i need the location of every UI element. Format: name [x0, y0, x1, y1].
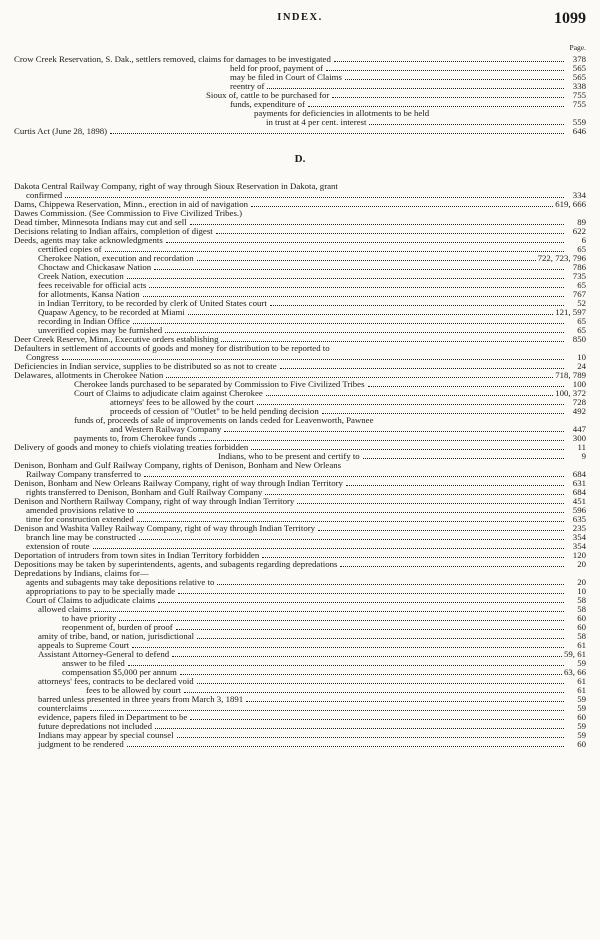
entry-text: Defaulters in settlement of accounts of goods and money for distribution to be reported to [14, 343, 330, 353]
page-reference: 65 [577, 325, 586, 335]
leader-dots [246, 701, 564, 702]
leader-dots [184, 692, 564, 693]
leader-dots [110, 133, 564, 134]
leader-dots [128, 665, 564, 666]
leader-dots [90, 710, 564, 711]
leader-dots [93, 548, 564, 549]
page-reference: 684 [572, 469, 586, 479]
entry-text: Depredations by Indians, claims for— [14, 568, 149, 578]
leader-dots [251, 206, 553, 207]
entry-text: Cherokee Nation, execution and recordation [38, 253, 194, 263]
page-reference: 786 [572, 262, 586, 272]
page-reference: 684 [572, 487, 586, 497]
page-reference: 60 [577, 622, 586, 632]
page-reference: 58 [577, 604, 586, 614]
entry-text: judgment to be rendered [38, 739, 124, 749]
section-heading: D. [294, 153, 306, 165]
page-reference: 559 [572, 117, 586, 127]
leader-dots [334, 61, 564, 62]
page-reference: 59 [577, 694, 586, 704]
leader-dots [326, 70, 564, 71]
page-reference: 11 [577, 442, 586, 452]
page-reference: 451 [572, 496, 586, 506]
entry-text: appropriations to pay to be specially made [26, 586, 176, 596]
entry-text: Depositions may be taken by superintendents, agents, and subagents regarding depredations [14, 559, 338, 569]
page-reference: 60 [577, 739, 586, 749]
leader-dots [149, 287, 564, 288]
leader-dots [368, 386, 565, 387]
page-reference: 63, 66 [564, 667, 586, 677]
entry-text: Congress [26, 352, 59, 362]
entry-text: amity of tribe, band, or nation, jurisdictional [38, 631, 195, 641]
entry-text: Curtis Act (June 28, 1898) [14, 126, 108, 136]
entry-text: compensation $5,000 per annum [62, 667, 177, 677]
entry-text: Indians, who to be present and certify to [218, 451, 360, 461]
entry-text: Indians may appear by special counsel [38, 730, 174, 740]
entry-text: unverified copies may be furnished [38, 325, 163, 335]
leader-dots [139, 539, 564, 540]
leader-dots [178, 593, 564, 594]
entry-text: counterclaims [38, 703, 88, 713]
leader-dots [270, 305, 564, 306]
page-reference: 59 [577, 658, 586, 668]
entry-text: amended provisions relative to [26, 505, 135, 515]
leader-dots [197, 683, 564, 684]
page-reference: 622 [572, 226, 586, 236]
leader-dots [132, 647, 564, 648]
leader-dots [127, 746, 564, 747]
leader-dots [190, 224, 564, 225]
page-reference: 6 [581, 235, 586, 245]
leader-dots [165, 332, 564, 333]
entry-text: to have priority [62, 613, 117, 623]
entry-text: reentry of [230, 81, 265, 91]
entry-text: proceeds of cession of "Outlet" to be held pending decision [110, 406, 319, 416]
index-entry [14, 389, 586, 398]
page-reference: 59, 61 [564, 649, 586, 659]
entry-text: attorneys' fees to be allowed by the court [110, 397, 254, 407]
entry-text: Delivery of goods and money to chiefs violating treaties forbidden [14, 442, 249, 452]
leader-dots [155, 728, 564, 729]
leader-dots [267, 88, 564, 89]
leader-dots [166, 242, 564, 243]
entry-text: confirmed [26, 190, 63, 200]
page-reference: 334 [572, 190, 586, 200]
page-reference: 722, 723, 796 [537, 253, 586, 263]
page-reference: 52 [577, 298, 586, 308]
page-reference: 9 [581, 451, 586, 461]
entry-text: Sioux of, cattle to be purchased for [206, 90, 330, 100]
page-reference: 755 [572, 90, 586, 100]
page-reference: 447 [572, 424, 586, 434]
entry-text: Assistant Attorney-General to defend [38, 649, 170, 659]
leader-dots [345, 79, 564, 80]
leader-dots [94, 611, 564, 612]
entry-text: Railway Company transferred to [26, 469, 142, 479]
entry-text: Dawes Commission. (See Commission to Five Civilized Tribes.) [14, 208, 242, 218]
entry-text: Crow Creek Reservation, S. Dak., settlers removed, claims for damages to be investigated [14, 54, 331, 64]
page-reference: 646 [572, 126, 586, 136]
entry-text: agents and subagents may take depositions relative to [26, 577, 215, 587]
index-entries [14, 55, 586, 749]
leader-dots [105, 251, 564, 252]
page-reference: 619, 666 [555, 199, 586, 209]
entry-text: funds of, proceeds of sale of improvements on lands ceded for Leavenworth, Pawnee [74, 415, 374, 425]
leader-dots [197, 260, 536, 261]
index-entry [14, 596, 586, 605]
entry-text: barred unless presented in three years from March 3, 1891 [38, 694, 244, 704]
entry-text: Decisions relating to Indian affairs, completion of digest [14, 226, 213, 236]
section-gap [14, 136, 586, 149]
leader-dots [188, 314, 553, 315]
page-reference: 58 [577, 631, 586, 641]
page-reference: 59 [577, 721, 586, 731]
page-reference: 631 [572, 478, 586, 488]
page-reference: 728 [572, 397, 586, 407]
leader-dots [280, 368, 564, 369]
leader-dots [224, 431, 564, 432]
leader-dots [137, 521, 564, 522]
leader-dots [176, 629, 564, 630]
entry-text: Deer Creek Reserve, Minn., Executive orders establishing [14, 334, 219, 344]
leader-dots [190, 719, 564, 720]
page-reference: 565 [572, 72, 586, 82]
entry-text: time for construction extended [26, 514, 134, 524]
leader-dots [265, 494, 564, 495]
entry-text: Denison, Bonham and Gulf Railway Company, rights of Denison, Bonham and New Orleans [14, 460, 342, 470]
page-reference: 24 [577, 361, 586, 371]
leader-dots [346, 485, 564, 486]
leader-dots [217, 584, 564, 585]
page-number: 1099 [554, 10, 586, 27]
page-reference: 10 [577, 586, 586, 596]
page-reference: 354 [572, 532, 586, 542]
entry-text: and Western Railway Company [110, 424, 222, 434]
entry-text: answer to be filed [62, 658, 125, 668]
page-reference: 767 [572, 289, 586, 299]
running-title: INDEX. [277, 12, 323, 23]
entry-text: allowed claims [38, 604, 92, 614]
leader-dots [322, 413, 564, 414]
leader-dots [308, 106, 564, 107]
entry-text: Deficiencies in Indian service, supplies to be distributed so as not to create [14, 361, 277, 371]
leader-dots [297, 503, 564, 504]
entry-text: Denison and Northern Railway Company, right of way through Indian Territory [14, 496, 295, 506]
entry-text: future depredations not included [38, 721, 153, 731]
page-reference: 60 [577, 613, 586, 623]
entry-text: held for proof, payment of [230, 63, 324, 73]
page-reference: 492 [572, 406, 586, 416]
page-reference: 378 [572, 54, 586, 64]
page-reference: 61 [577, 676, 586, 686]
entry-text: fees receivable for official acts [38, 280, 147, 290]
entry-text: funds, expenditure of [230, 99, 305, 109]
leader-dots [133, 323, 564, 324]
leader-dots [199, 440, 564, 441]
entry-text: evidence, papers filed in Department to be [38, 712, 188, 722]
entry-text: payments to, from Cherokee funds [74, 433, 196, 443]
entry-text: fees to be allowed by court [86, 685, 182, 695]
entry-text: Court of Claims to adjudicate claims [26, 595, 156, 605]
entry-text: Court of Claims to adjudicate claim against Cherokee [74, 388, 263, 398]
entry-text: appeals to Supreme Court [38, 640, 130, 650]
index-entry [14, 740, 586, 749]
leader-dots [216, 233, 564, 234]
leader-dots [369, 124, 564, 125]
leader-dots [363, 458, 564, 459]
entry-text: extension of route [26, 541, 90, 551]
page-reference: 100 [572, 379, 586, 389]
entry-text: rights transferred to Denison, Bonham and Gulf Railway Company [26, 487, 263, 497]
page-reference: 755 [572, 99, 586, 109]
leader-dots [180, 674, 562, 675]
leader-dots [127, 278, 564, 279]
entry-text: Deeds, agents may take acknowledgments [14, 235, 163, 245]
page-reference: 120 [572, 550, 586, 560]
index-entry [14, 695, 586, 704]
page-reference: 596 [572, 505, 586, 515]
leader-dots [158, 602, 564, 603]
entry-text: Deportation of intruders from town sites in Indian Territory forbidden [14, 550, 260, 560]
page-reference: 735 [572, 271, 586, 281]
page-reference: 61 [577, 685, 586, 695]
entry-text: payments for deficiencies in allotments to be held [254, 108, 430, 118]
entry-text: Creek Nation, execution [38, 271, 124, 281]
page-header [0, 10, 600, 30]
page-reference: 65 [577, 280, 586, 290]
page-reference: 565 [572, 63, 586, 73]
page-reference: 65 [577, 244, 586, 254]
leader-dots [177, 737, 564, 738]
leader-dots [119, 620, 564, 621]
index-entry [14, 416, 586, 425]
entry-text: Delawares, allotments in Cherokee Nation [14, 370, 164, 380]
leader-dots [166, 377, 553, 378]
page-reference: 100, 372 [555, 388, 586, 398]
leader-dots [266, 395, 553, 396]
entry-text: attorneys' fees, contracts to be declared void [38, 676, 194, 686]
leader-dots [143, 296, 564, 297]
leader-dots [137, 512, 564, 513]
entry-text: in Indian Territory, to be recorded by clerk of United States court [38, 298, 267, 308]
entry-text: Cherokee lands purchased to be separated by Commission to Five Civilized Tribes [74, 379, 365, 389]
page-column-label: Page. [569, 43, 586, 52]
leader-dots [62, 359, 564, 360]
entry-text: Choctaw and Chickasaw Nation [38, 262, 152, 272]
page-reference: 354 [572, 541, 586, 551]
page-reference: 635 [572, 514, 586, 524]
entry-text: reopenment of, burden of proof [62, 622, 173, 632]
leader-dots [251, 449, 564, 450]
page-reference: 338 [572, 81, 586, 91]
entry-text: Dams, Chippewa Reservation, Minn., erection in aid of navigation [14, 199, 249, 209]
page-reference: 59 [577, 703, 586, 713]
leader-dots [221, 341, 564, 342]
index-entry [14, 533, 586, 542]
entry-text: in trust at 4 per cent. interest [266, 117, 367, 127]
leader-dots [172, 656, 562, 657]
page-reference: 60 [577, 712, 586, 722]
page-reference: 235 [572, 523, 586, 533]
entry-text: Dakota Central Railway Company, right of way through Sioux Reservation in Dakota, grant [14, 181, 338, 191]
leader-dots [144, 476, 564, 477]
page-reference: 65 [577, 316, 586, 326]
index-entry [14, 73, 586, 82]
entry-text: recording in Indian Office [38, 316, 130, 326]
entry-text: Dead timber, Minnesota Indians may cut and sell [14, 217, 187, 227]
leader-dots [262, 557, 564, 558]
entry-text: for allotments, Kansa Nation [38, 289, 140, 299]
page-reference: 10 [577, 352, 586, 362]
leader-dots [318, 530, 564, 531]
page-reference: 121, 597 [555, 307, 586, 317]
page-reference: 850 [572, 334, 586, 344]
page-reference: 300 [572, 433, 586, 443]
leader-dots [257, 404, 564, 405]
leader-dots [340, 566, 564, 567]
index-entry [14, 182, 586, 191]
entry-text: may be filed in Court of Claims [230, 72, 342, 82]
leader-dots [197, 638, 564, 639]
index-entry [14, 127, 586, 136]
page-reference: 20 [577, 577, 586, 587]
entry-text: Denison, Bonham and New Orleans Railway Company, right of way through Indian Territory [14, 478, 343, 488]
page-reference: 59 [577, 730, 586, 740]
page-reference: 58 [577, 595, 586, 605]
page-reference: 20 [577, 559, 586, 569]
page-reference: 89 [577, 217, 586, 227]
page-reference: 61 [577, 640, 586, 650]
index-entry [14, 344, 586, 353]
entry-text: Denison and Washita Valley Railway Company, right of way through Indian Territory [14, 523, 316, 533]
leader-dots [65, 197, 564, 198]
entry-text: certified copies of [38, 244, 102, 254]
leader-dots [332, 97, 564, 98]
page-reference: 718, 789 [555, 370, 586, 380]
entry-text: Quapaw Agency, to be recorded at Miami [38, 307, 185, 317]
entry-text: branch line may be constructed [26, 532, 136, 542]
leader-dots [154, 269, 564, 270]
